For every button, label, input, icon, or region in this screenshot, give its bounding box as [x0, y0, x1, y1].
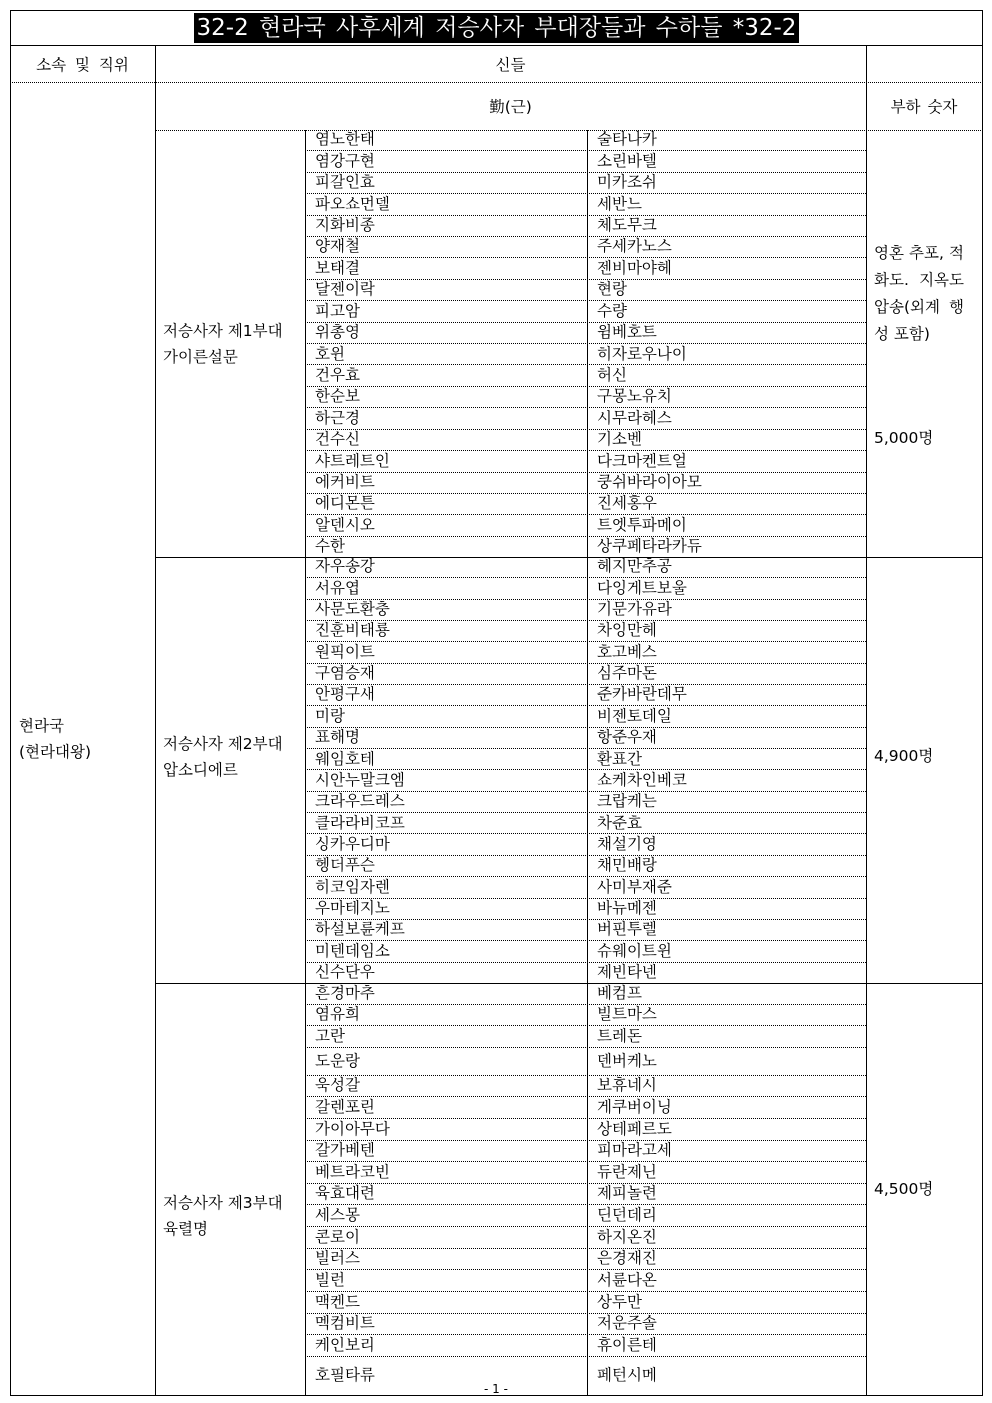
member-name: 기문가유라 [597, 600, 672, 619]
member-name: 건우효 [315, 365, 360, 384]
member-name: 콘로이 [315, 1227, 360, 1246]
member-row [305, 1292, 866, 1314]
member-row [305, 344, 866, 365]
member-name: 시무라헤스 [597, 408, 672, 427]
member-row [305, 537, 866, 557]
member-name: 비젠토데일 [597, 706, 672, 725]
subordinate-count: 5,000명 [874, 428, 934, 447]
header-rank: 勤(근) [489, 98, 532, 116]
member-name: 사문도환충 [315, 600, 390, 619]
member-name: 항준우재 [597, 728, 657, 747]
member-name: 달젠이락 [315, 280, 375, 299]
member-name: 베트라코빈 [315, 1162, 390, 1181]
member-row [305, 1097, 866, 1119]
member-name: 에커비트 [315, 472, 375, 491]
member-row [305, 963, 866, 983]
member-row [305, 1076, 866, 1098]
member-list [305, 130, 866, 557]
member-row [305, 387, 866, 408]
realm-name: 현라국 [19, 716, 64, 735]
unit-label-cell [155, 130, 305, 557]
member-row [305, 621, 866, 642]
member-name: 주세카노스 [597, 237, 672, 256]
member-name: 다잉게트보울 [597, 578, 687, 597]
member-name: 바뉴메젠 [597, 898, 657, 917]
member-row [305, 494, 866, 515]
member-row [305, 578, 866, 599]
member-name: 히자로우나이 [597, 344, 687, 363]
subordinate-count: 4,500명 [874, 1180, 934, 1198]
member-name: 서유엽 [315, 578, 360, 597]
member-name: 수한 [315, 537, 345, 556]
member-name: 파오쇼먼델 [315, 194, 390, 213]
member-name: 호필타류 [315, 1366, 375, 1385]
member-row [305, 706, 866, 727]
unit-name: 저승사자 제3부대 [163, 1194, 283, 1212]
member-row [305, 430, 866, 451]
member-name: 미카조쉬 [597, 173, 657, 192]
member-row [305, 770, 866, 791]
header-affiliation: 소속 및 직위 [36, 55, 129, 74]
member-name: 진훈비태룡 [315, 621, 390, 640]
member-name: 허신 [597, 365, 627, 384]
member-row [305, 664, 866, 685]
member-name: 호고베스 [597, 642, 657, 661]
member-row [305, 237, 866, 258]
member-name: 제빈타넨 [597, 962, 657, 981]
member-name: 하지온진 [597, 1227, 657, 1246]
member-name: 쇼케차인베코 [597, 770, 687, 789]
member-name: 멕컴비트 [315, 1314, 375, 1333]
header-gods: 신들 [495, 55, 526, 74]
member-name: 피갈인효 [315, 173, 375, 192]
member-row [305, 173, 866, 194]
member-name: 기소벤 [597, 430, 642, 449]
title-row [10, 10, 983, 45]
member-name: 술타나카 [597, 130, 657, 149]
unit-duty: 영혼 추포, 적화도. 지옥도 압송(외계 행성 포함) [874, 243, 964, 343]
member-name: 헹더푸슨 [315, 856, 375, 875]
member-name: 크랍케는 [597, 792, 657, 811]
member-row [305, 1205, 866, 1227]
member-name: 헤지만추공 [597, 557, 672, 576]
member-row [305, 899, 866, 920]
member-name: 싱카우디마 [315, 834, 390, 853]
member-name: 트엣투파메이 [597, 515, 687, 534]
member-name: 맥켄드 [315, 1292, 360, 1311]
member-row [305, 1141, 866, 1163]
unit-section [155, 983, 982, 1395]
member-name: 소린바텔 [597, 151, 657, 170]
member-row [305, 1005, 866, 1027]
member-row [305, 685, 866, 706]
subordinate-cell [866, 983, 982, 1395]
member-name: 트레돈 [597, 1026, 642, 1045]
unit-leader: 가이른설문 [163, 347, 238, 366]
member-name: 에디몬튼 [315, 494, 375, 513]
member-name: 슈웨이트윈 [597, 941, 672, 960]
member-name: 흔경마추 [315, 983, 375, 1002]
member-name: 건수신 [315, 430, 360, 449]
member-name: 다크마켄트얼 [597, 451, 687, 470]
header-subordinates: 부하 숫자 [890, 98, 958, 116]
member-name: 염강구현 [315, 151, 375, 170]
subordinate-cell [866, 130, 982, 557]
member-name: 구염승재 [315, 664, 375, 683]
member-name: 케인보리 [315, 1335, 375, 1354]
member-name: 고란 [315, 1026, 345, 1045]
member-name: 세반느 [597, 194, 642, 213]
member-name: 위총영 [315, 323, 360, 342]
member-name: 알덴시오 [315, 515, 375, 534]
member-name: 우마테지노 [315, 898, 390, 917]
unit-leader: 압소디에르 [163, 761, 238, 779]
member-row [305, 1119, 866, 1141]
member-row [305, 983, 866, 1005]
subordinate-count: 4,900명 [874, 747, 934, 765]
member-name: 욱성갈 [315, 1076, 360, 1095]
member-name: 체도무크 [597, 216, 657, 235]
member-name: 양재철 [315, 237, 360, 256]
member-name: 갈가베텐 [315, 1141, 375, 1160]
member-list [305, 983, 866, 1395]
member-name: 베컴프 [597, 983, 642, 1002]
member-row [305, 194, 866, 215]
member-name: 신수단우 [315, 962, 375, 981]
member-name: 보태결 [315, 258, 360, 277]
unit-name: 저승사자 제2부대 [163, 735, 283, 753]
member-row [305, 151, 866, 172]
member-name: 피고암 [315, 301, 360, 320]
member-name: 현랑 [597, 280, 627, 299]
member-name: 빌러스 [315, 1249, 360, 1268]
member-name: 준카바란데무 [597, 685, 687, 704]
member-name: 빌트마스 [597, 1005, 657, 1024]
member-name: 상쿠페타라카듀 [597, 537, 702, 556]
member-row [305, 1249, 866, 1271]
member-row [305, 451, 866, 472]
member-row [305, 728, 866, 749]
member-name: 휴이른테 [597, 1335, 657, 1354]
member-row [305, 1162, 866, 1184]
member-name: 서륜다온 [597, 1270, 657, 1289]
member-name: 웨임호테 [315, 749, 375, 768]
member-name: 갈렌포린 [315, 1097, 375, 1116]
member-name: 원픽이트 [315, 642, 375, 661]
member-name: 자우송강 [315, 557, 375, 576]
member-name: 제피놀련 [597, 1184, 657, 1203]
member-row [305, 515, 866, 536]
member-list [305, 557, 866, 983]
member-name: 상두만 [597, 1292, 642, 1311]
realm-cell [10, 82, 155, 1395]
member-name: 사미부재준 [597, 877, 672, 896]
member-name: 빌런 [315, 1270, 345, 1289]
member-name: 쿵쉬바라이아모 [597, 472, 702, 491]
member-row [305, 920, 866, 941]
member-row [305, 473, 866, 494]
member-name: 세스몽 [315, 1206, 360, 1224]
member-row [305, 749, 866, 770]
member-name: 표해명 [315, 728, 360, 747]
member-name: 수량 [597, 301, 627, 320]
member-row [305, 941, 866, 962]
member-row [305, 600, 866, 621]
member-row [305, 1184, 866, 1206]
page-number: - 1 - [484, 1382, 508, 1396]
member-name: 차잉만헤 [597, 621, 657, 640]
member-name: 채민배랑 [597, 856, 657, 875]
member-name: 보휴네시 [597, 1076, 657, 1095]
unit-section [155, 557, 982, 983]
member-row [305, 642, 866, 663]
member-name: 시안누말크엠 [315, 770, 405, 789]
member-name: 젠비마야헤 [597, 258, 672, 277]
member-name: 지화비종 [315, 216, 375, 235]
member-name: 염노한태 [315, 130, 375, 149]
unit-section [155, 130, 982, 557]
member-name: 피마라고세 [597, 1141, 672, 1160]
member-row [305, 1227, 866, 1249]
member-name: 하설보륜케프 [315, 920, 405, 939]
member-name: 염유희 [315, 1005, 360, 1024]
member-name: 크라우드레스 [315, 792, 405, 811]
member-name: 미텐데임소 [315, 941, 390, 960]
member-name: 육효대련 [315, 1184, 375, 1203]
member-name: 진세홍우 [597, 494, 657, 513]
member-name: 버핀투렐 [597, 920, 657, 939]
member-name: 호윈 [315, 344, 345, 363]
member-row [305, 280, 866, 301]
member-name: 은경재진 [597, 1249, 657, 1268]
member-row [305, 130, 866, 151]
member-row [305, 877, 866, 898]
member-row [305, 834, 866, 855]
member-row [305, 216, 866, 237]
member-row [305, 1026, 866, 1048]
subordinate-cell [866, 557, 982, 983]
member-name: 미랑 [315, 706, 345, 725]
realm-ruler: (현라대왕) [19, 742, 91, 761]
member-name: 환표간 [597, 749, 642, 768]
member-name: 저운주솔 [597, 1314, 657, 1333]
member-name: 샤트레트인 [315, 451, 390, 470]
member-name: 하근경 [315, 408, 360, 427]
member-name: 클라라비코프 [315, 813, 405, 832]
member-name: 도운랑 [315, 1051, 360, 1070]
member-row [305, 792, 866, 813]
member-name: 윔베호트 [597, 323, 657, 342]
member-name: 안평구새 [315, 685, 375, 704]
member-name: 차준효 [597, 813, 642, 832]
member-name: 게쿠버이닝 [597, 1097, 672, 1116]
unit-label-cell [155, 557, 305, 983]
member-name: 가이아무다 [315, 1119, 390, 1138]
member-name: 채설기영 [597, 834, 657, 853]
unit-name: 저승사자 제1부대 [163, 321, 283, 340]
unit-leader: 육렬명 [163, 1220, 208, 1238]
member-row [305, 813, 866, 834]
member-row [305, 408, 866, 429]
member-row [305, 1048, 866, 1076]
member-name: 상테페르도 [597, 1119, 672, 1138]
member-row [305, 1314, 866, 1336]
member-name: 심주마돈 [597, 664, 657, 683]
member-name: 딘던데리 [597, 1206, 657, 1224]
member-row [305, 1270, 866, 1292]
member-row [305, 301, 866, 322]
member-name: 히코임자렌 [315, 877, 390, 896]
member-row [305, 557, 866, 578]
member-name: 구몽노유치 [597, 387, 672, 406]
member-row [305, 323, 866, 344]
member-row [305, 856, 866, 877]
unit-label-cell [155, 983, 305, 1395]
member-name: 페턴시메 [597, 1366, 657, 1385]
document-title: 32-2 현라국 사후세계 저승사자 부대장들과 수하들 *32-2 [194, 13, 800, 43]
member-name: 덴버케노 [597, 1051, 657, 1070]
member-row [305, 365, 866, 386]
member-row [305, 258, 866, 279]
member-row [305, 1335, 866, 1357]
member-name: 듀란제닌 [597, 1162, 657, 1181]
member-name: 한순보 [315, 387, 360, 406]
